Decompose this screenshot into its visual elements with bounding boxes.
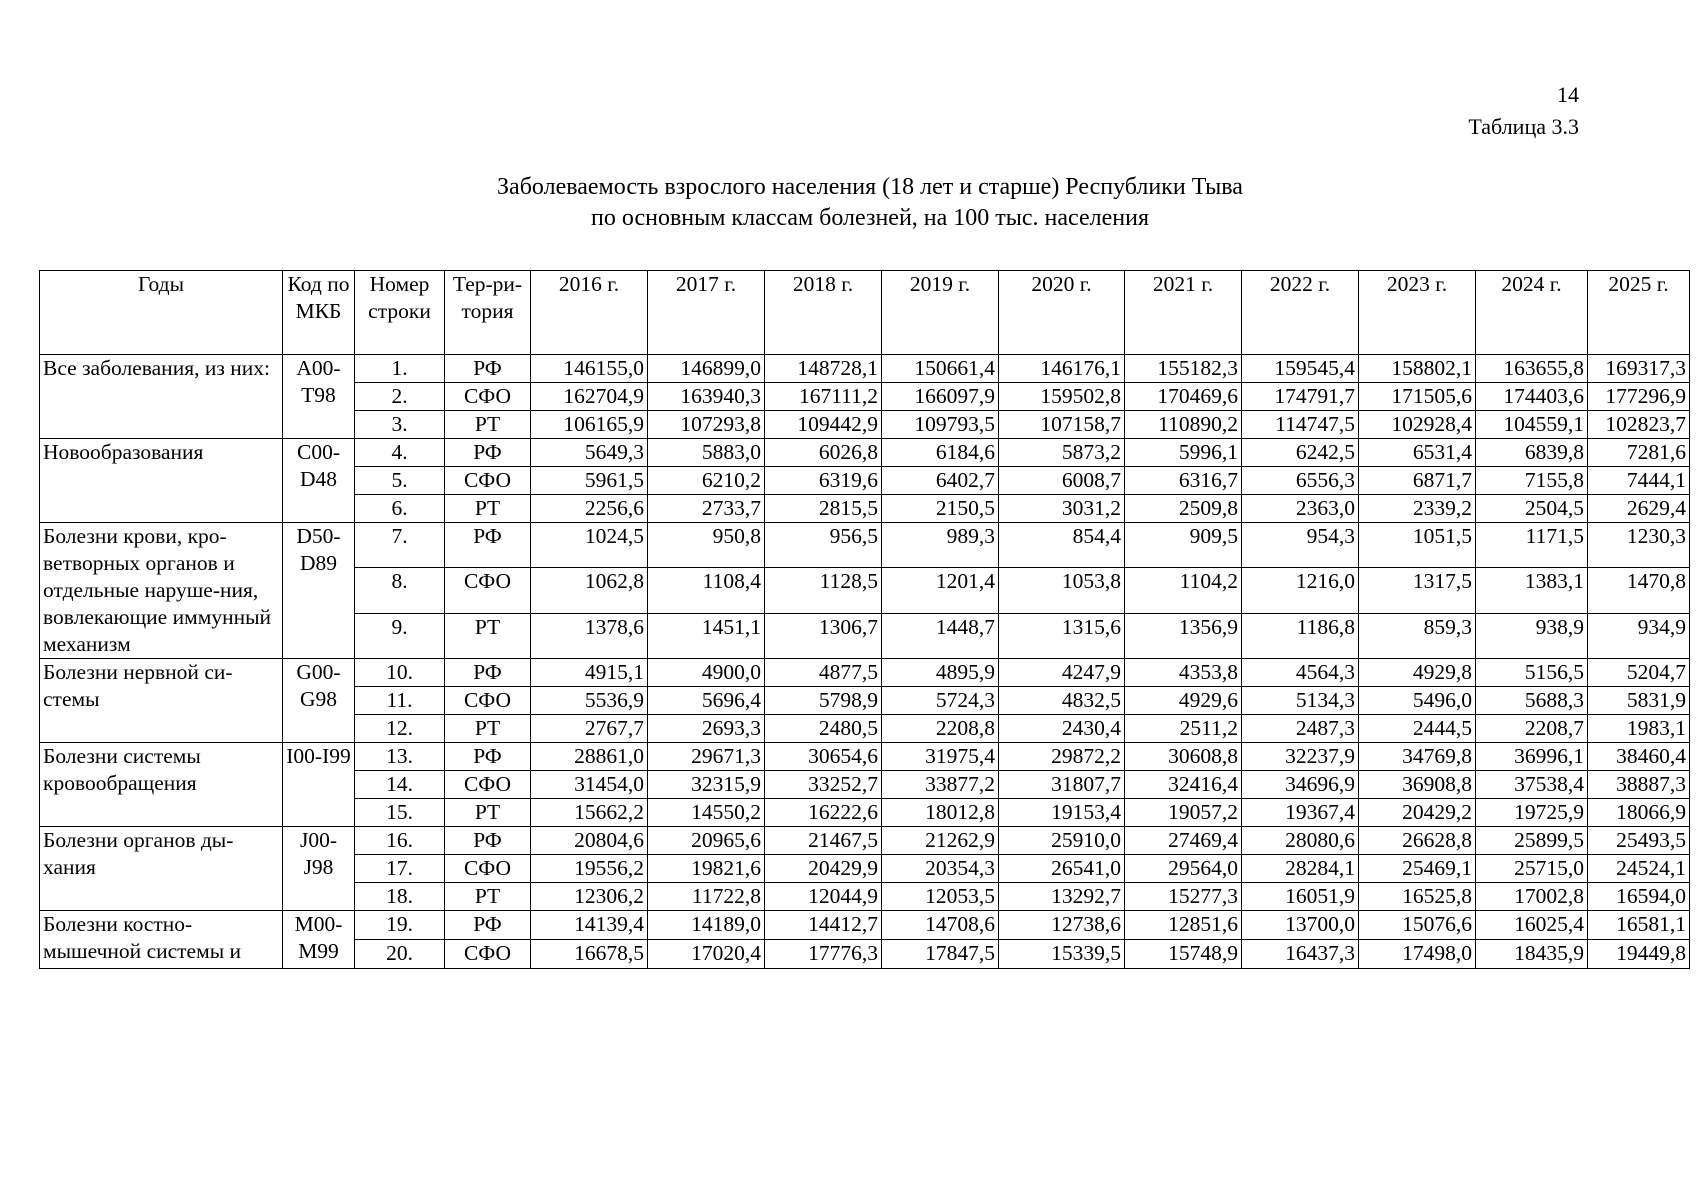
value-cell: 25715,0 (1476, 855, 1588, 883)
value-cell: 6402,7 (882, 467, 999, 495)
value-cell: 170469,6 (1125, 383, 1242, 411)
territory: РТ (445, 411, 531, 439)
value-cell: 16222,6 (765, 799, 882, 827)
title-line-2: по основным классам болезней, на 100 тыс. населения (591, 205, 1149, 231)
value-cell: 909,5 (1125, 523, 1242, 568)
value-cell: 954,3 (1242, 523, 1359, 568)
value-cell: 174403,6 (1476, 383, 1588, 411)
value-cell: 7155,8 (1476, 467, 1588, 495)
value-cell: 26628,8 (1359, 827, 1476, 855)
value-cell: 6531,4 (1359, 439, 1476, 467)
value-cell: 1230,3 (1588, 523, 1690, 568)
header-year: 2021 г. (1125, 271, 1242, 355)
territory: СФО (445, 383, 531, 411)
value-cell: 1062,8 (531, 568, 648, 613)
territory: РФ (445, 355, 531, 383)
value-cell: 17498,0 (1359, 940, 1476, 969)
value-cell: 16051,9 (1242, 883, 1359, 911)
value-cell: 16525,8 (1359, 883, 1476, 911)
header-year: 2024 г. (1476, 271, 1588, 355)
disease-class-name-text: Болезни костно-мышечной системы и (43, 912, 242, 963)
value-cell: 2208,7 (1476, 715, 1588, 743)
territory: СФО (445, 855, 531, 883)
value-cell: 4895,9 (882, 659, 999, 687)
value-cell: 950,8 (648, 523, 765, 568)
value-cell: 4564,3 (1242, 659, 1359, 687)
value-cell: 1383,1 (1476, 568, 1588, 613)
row-number: 15. (355, 799, 445, 827)
row-number: 3. (355, 411, 445, 439)
value-cell: 4877,5 (765, 659, 882, 687)
header-year: 2019 г. (882, 271, 999, 355)
value-cell: 1186,8 (1242, 613, 1359, 658)
value-cell: 4929,6 (1125, 687, 1242, 715)
value-cell: 16025,4 (1476, 911, 1588, 940)
table-row (40, 439, 1690, 467)
value-cell: 6026,8 (765, 439, 882, 467)
value-cell: 5831,9 (1588, 687, 1690, 715)
value-cell: 1470,8 (1588, 568, 1690, 613)
value-cell: 956,5 (765, 523, 882, 568)
territory: РФ (445, 743, 531, 771)
header-year: 2016 г. (531, 271, 648, 355)
value-cell: 171505,6 (1359, 383, 1476, 411)
value-cell: 146176,1 (999, 355, 1125, 383)
document-title (0, 172, 1697, 234)
value-cell: 6316,7 (1125, 467, 1242, 495)
value-cell: 4353,8 (1125, 659, 1242, 687)
row-number: 11. (355, 687, 445, 715)
value-cell: 28861,0 (531, 743, 648, 771)
row-number: 2. (355, 383, 445, 411)
value-cell: 1051,5 (1359, 523, 1476, 568)
table-row (40, 659, 1690, 687)
value-cell: 1448,7 (882, 613, 999, 658)
value-cell: 16678,5 (531, 940, 648, 969)
value-cell: 5688,3 (1476, 687, 1588, 715)
value-cell: 5798,9 (765, 687, 882, 715)
header-year: 2018 г. (765, 271, 882, 355)
value-cell: 20429,2 (1359, 799, 1476, 827)
value-cell: 2444,5 (1359, 715, 1476, 743)
value-cell: 6210,2 (648, 467, 765, 495)
value-cell: 20354,3 (882, 855, 999, 883)
row-number: 14. (355, 771, 445, 799)
value-cell: 1024,5 (531, 523, 648, 568)
header-row (40, 271, 1690, 355)
territory: СФО (445, 467, 531, 495)
value-cell: 32416,4 (1125, 771, 1242, 799)
value-cell: 2256,6 (531, 495, 648, 523)
value-cell: 1201,4 (882, 568, 999, 613)
value-cell: 2430,4 (999, 715, 1125, 743)
value-cell: 19153,4 (999, 799, 1125, 827)
value-cell: 1378,6 (531, 613, 648, 658)
header-code: Код по МКБ (283, 271, 355, 355)
value-cell: 1104,2 (1125, 568, 1242, 613)
value-cell: 18012,8 (882, 799, 999, 827)
row-number: 17. (355, 855, 445, 883)
value-cell: 163655,8 (1476, 355, 1588, 383)
value-cell: 14412,7 (765, 911, 882, 940)
icd-code: G00-G98 (283, 659, 355, 743)
value-cell: 6871,7 (1359, 467, 1476, 495)
value-cell: 15277,3 (1125, 883, 1242, 911)
table-body (40, 355, 1690, 969)
value-cell: 166097,9 (882, 383, 999, 411)
row-number: 1. (355, 355, 445, 383)
value-cell: 162704,9 (531, 383, 648, 411)
value-cell: 38460,4 (1588, 743, 1690, 771)
disease-class-name: Болезни крови, кро-ветворных органов и отдельные наруше-ния, вовлекающие иммунный механизм (40, 523, 283, 659)
value-cell: 14708,6 (882, 911, 999, 940)
value-cell: 36908,8 (1359, 771, 1476, 799)
territory: СФО (445, 771, 531, 799)
disease-class-name: Болезни нервной си-стемы (40, 659, 283, 743)
value-cell: 2480,5 (765, 715, 882, 743)
row-number: 18. (355, 883, 445, 911)
icd-code: D50-D89 (283, 523, 355, 659)
value-cell: 17776,3 (765, 940, 882, 969)
value-cell: 159545,4 (1242, 355, 1359, 383)
value-cell: 2815,5 (765, 495, 882, 523)
territory: РТ (445, 613, 531, 658)
territory: РТ (445, 495, 531, 523)
row-number: 4. (355, 439, 445, 467)
row-number: 13. (355, 743, 445, 771)
value-cell: 29872,2 (999, 743, 1125, 771)
value-cell: 146155,0 (531, 355, 648, 383)
value-cell: 146899,0 (648, 355, 765, 383)
value-cell: 5883,0 (648, 439, 765, 467)
territory: СФО (445, 687, 531, 715)
row-number: 9. (355, 613, 445, 658)
value-cell: 158802,1 (1359, 355, 1476, 383)
header-year: 2020 г. (999, 271, 1125, 355)
value-cell: 13292,7 (999, 883, 1125, 911)
value-cell: 20965,6 (648, 827, 765, 855)
header-year: 2023 г. (1359, 271, 1476, 355)
row-number: 20. (355, 940, 445, 969)
table-label: Таблица 3.3 (1468, 114, 1579, 139)
disease-class-name: Болезни органов ды-хания (40, 827, 283, 911)
value-cell: 5696,4 (648, 687, 765, 715)
value-cell: 1171,5 (1476, 523, 1588, 568)
value-cell: 167111,2 (765, 383, 882, 411)
value-cell: 6839,8 (1476, 439, 1588, 467)
value-cell: 21262,9 (882, 827, 999, 855)
value-cell: 1108,4 (648, 568, 765, 613)
value-cell: 5496,0 (1359, 687, 1476, 715)
value-cell: 6184,6 (882, 439, 999, 467)
icd-code: J00-J98 (283, 827, 355, 911)
value-cell: 6319,6 (765, 467, 882, 495)
value-cell: 17847,5 (882, 940, 999, 969)
value-cell: 5996,1 (1125, 439, 1242, 467)
territory: РТ (445, 715, 531, 743)
header-year: 2025 г. (1588, 271, 1690, 355)
value-cell: 28284,1 (1242, 855, 1359, 883)
value-cell: 30654,6 (765, 743, 882, 771)
value-cell: 15662,2 (531, 799, 648, 827)
page-number: 14 (1557, 82, 1579, 107)
value-cell: 12306,2 (531, 883, 648, 911)
value-cell: 38887,3 (1588, 771, 1690, 799)
territory: РТ (445, 799, 531, 827)
territory: РТ (445, 883, 531, 911)
value-cell: 29564,0 (1125, 855, 1242, 883)
value-cell: 934,9 (1588, 613, 1690, 658)
value-cell: 4915,1 (531, 659, 648, 687)
value-cell: 1053,8 (999, 568, 1125, 613)
header-territory: Тер-ри-тория (445, 271, 531, 355)
value-cell: 6008,7 (999, 467, 1125, 495)
value-cell: 7281,6 (1588, 439, 1690, 467)
value-cell: 13700,0 (1242, 911, 1359, 940)
value-cell: 31807,7 (999, 771, 1125, 799)
value-cell: 1306,7 (765, 613, 882, 658)
value-cell: 25910,0 (999, 827, 1125, 855)
value-cell: 5536,9 (531, 687, 648, 715)
value-cell: 859,3 (1359, 613, 1476, 658)
value-cell: 1451,1 (648, 613, 765, 658)
territory: РФ (445, 659, 531, 687)
value-cell: 5649,3 (531, 439, 648, 467)
value-cell: 17020,4 (648, 940, 765, 969)
value-cell: 16594,0 (1588, 883, 1690, 911)
value-cell: 16437,3 (1242, 940, 1359, 969)
value-cell: 6556,3 (1242, 467, 1359, 495)
icd-code: A00-T98 (283, 355, 355, 439)
value-cell: 106165,9 (531, 411, 648, 439)
value-cell: 20804,6 (531, 827, 648, 855)
value-cell: 18435,9 (1476, 940, 1588, 969)
value-cell: 854,4 (999, 523, 1125, 568)
row-number: 12. (355, 715, 445, 743)
value-cell: 2509,8 (1125, 495, 1242, 523)
value-cell: 4832,5 (999, 687, 1125, 715)
value-cell: 5961,5 (531, 467, 648, 495)
value-cell: 2629,4 (1588, 495, 1690, 523)
value-cell: 1216,0 (1242, 568, 1359, 613)
disease-class-name (40, 911, 283, 969)
value-cell: 174791,7 (1242, 383, 1359, 411)
value-cell: 114747,5 (1242, 411, 1359, 439)
value-cell: 33877,2 (882, 771, 999, 799)
row-number: 19. (355, 911, 445, 940)
value-cell: 19057,2 (1125, 799, 1242, 827)
row-number: 10. (355, 659, 445, 687)
table-row (40, 743, 1690, 771)
value-cell: 12053,5 (882, 883, 999, 911)
value-cell: 177296,9 (1588, 383, 1690, 411)
value-cell: 1356,9 (1125, 613, 1242, 658)
value-cell: 989,3 (882, 523, 999, 568)
value-cell: 2339,2 (1359, 495, 1476, 523)
value-cell: 25493,5 (1588, 827, 1690, 855)
table-row (40, 355, 1690, 383)
value-cell: 27469,4 (1125, 827, 1242, 855)
value-cell: 155182,3 (1125, 355, 1242, 383)
table-row (40, 911, 1690, 940)
row-number: 7. (355, 523, 445, 568)
value-cell: 29671,3 (648, 743, 765, 771)
header-years: Годы (40, 271, 283, 355)
value-cell: 15748,9 (1125, 940, 1242, 969)
value-cell: 14139,4 (531, 911, 648, 940)
value-cell: 25899,5 (1476, 827, 1588, 855)
value-cell: 104559,1 (1476, 411, 1588, 439)
value-cell: 12738,6 (999, 911, 1125, 940)
value-cell: 148728,1 (765, 355, 882, 383)
value-cell: 20429,9 (765, 855, 882, 883)
value-cell: 18066,9 (1588, 799, 1690, 827)
value-cell: 34769,8 (1359, 743, 1476, 771)
value-cell: 5724,3 (882, 687, 999, 715)
value-cell: 34696,9 (1242, 771, 1359, 799)
value-cell: 102928,4 (1359, 411, 1476, 439)
value-cell: 159502,8 (999, 383, 1125, 411)
disease-class-name: Болезни системы кровообращения (40, 743, 283, 827)
value-cell: 150661,4 (882, 355, 999, 383)
table-row (40, 523, 1690, 568)
value-cell: 14189,0 (648, 911, 765, 940)
value-cell: 26541,0 (999, 855, 1125, 883)
value-cell: 25469,1 (1359, 855, 1476, 883)
value-cell: 3031,2 (999, 495, 1125, 523)
value-cell: 2363,0 (1242, 495, 1359, 523)
value-cell: 109793,5 (882, 411, 999, 439)
value-cell: 107158,7 (999, 411, 1125, 439)
row-number: 8. (355, 568, 445, 613)
row-number: 16. (355, 827, 445, 855)
value-cell: 15076,6 (1359, 911, 1476, 940)
value-cell: 32315,9 (648, 771, 765, 799)
value-cell: 4900,0 (648, 659, 765, 687)
value-cell: 28080,6 (1242, 827, 1359, 855)
value-cell: 19556,2 (531, 855, 648, 883)
icd-code: M00-M99 (283, 911, 355, 969)
territory: СФО (445, 940, 531, 969)
value-cell: 2693,3 (648, 715, 765, 743)
value-cell: 2208,8 (882, 715, 999, 743)
value-cell: 2487,3 (1242, 715, 1359, 743)
icd-code: C00-D48 (283, 439, 355, 523)
value-cell: 31454,0 (531, 771, 648, 799)
value-cell: 1315,6 (999, 613, 1125, 658)
value-cell: 19821,6 (648, 855, 765, 883)
value-cell: 7444,1 (1588, 467, 1690, 495)
value-cell: 6242,5 (1242, 439, 1359, 467)
value-cell: 11722,8 (648, 883, 765, 911)
value-cell: 24524,1 (1588, 855, 1690, 883)
value-cell: 938,9 (1476, 613, 1588, 658)
value-cell: 33252,7 (765, 771, 882, 799)
value-cell: 2733,7 (648, 495, 765, 523)
header-year: 2022 г. (1242, 271, 1359, 355)
value-cell: 19449,8 (1588, 940, 1690, 969)
value-cell: 32237,9 (1242, 743, 1359, 771)
row-number: 5. (355, 467, 445, 495)
value-cell: 14550,2 (648, 799, 765, 827)
value-cell: 102823,7 (1588, 411, 1690, 439)
value-cell: 1983,1 (1588, 715, 1690, 743)
header-year: 2017 г. (648, 271, 765, 355)
value-cell: 1317,5 (1359, 568, 1476, 613)
table-row (40, 827, 1690, 855)
icd-code: I00-I99 (283, 743, 355, 827)
value-cell: 19725,9 (1476, 799, 1588, 827)
value-cell: 30608,8 (1125, 743, 1242, 771)
value-cell: 1128,5 (765, 568, 882, 613)
value-cell: 16581,1 (1588, 911, 1690, 940)
value-cell: 169317,3 (1588, 355, 1690, 383)
territory: СФО (445, 568, 531, 613)
value-cell: 107293,8 (648, 411, 765, 439)
value-cell: 21467,5 (765, 827, 882, 855)
value-cell: 2767,7 (531, 715, 648, 743)
value-cell: 4929,8 (1359, 659, 1476, 687)
value-cell: 12851,6 (1125, 911, 1242, 940)
header-row-number: Номер строки (355, 271, 445, 355)
morbidity-table (39, 270, 1690, 969)
value-cell: 15339,5 (999, 940, 1125, 969)
territory: РФ (445, 827, 531, 855)
value-cell: 5204,7 (1588, 659, 1690, 687)
value-cell: 2504,5 (1476, 495, 1588, 523)
value-cell: 31975,4 (882, 743, 999, 771)
value-cell: 109442,9 (765, 411, 882, 439)
value-cell: 19367,4 (1242, 799, 1359, 827)
value-cell: 4247,9 (999, 659, 1125, 687)
title-line-1: Заболеваемость взрослого населения (18 лет и старше) Республики Тыва (497, 174, 1243, 200)
territory: РФ (445, 439, 531, 467)
territory: РФ (445, 523, 531, 568)
value-cell: 2511,2 (1125, 715, 1242, 743)
disease-class-name: Все заболевания, из них: (40, 355, 283, 439)
value-cell: 5156,5 (1476, 659, 1588, 687)
value-cell: 12044,9 (765, 883, 882, 911)
value-cell: 36996,1 (1476, 743, 1588, 771)
value-cell: 110890,2 (1125, 411, 1242, 439)
value-cell: 5873,2 (999, 439, 1125, 467)
value-cell: 163940,3 (648, 383, 765, 411)
value-cell: 5134,3 (1242, 687, 1359, 715)
value-cell: 17002,8 (1476, 883, 1588, 911)
value-cell: 2150,5 (882, 495, 999, 523)
value-cell: 37538,4 (1476, 771, 1588, 799)
disease-class-name: Новообразования (40, 439, 283, 523)
territory: РФ (445, 911, 531, 940)
row-number: 6. (355, 495, 445, 523)
